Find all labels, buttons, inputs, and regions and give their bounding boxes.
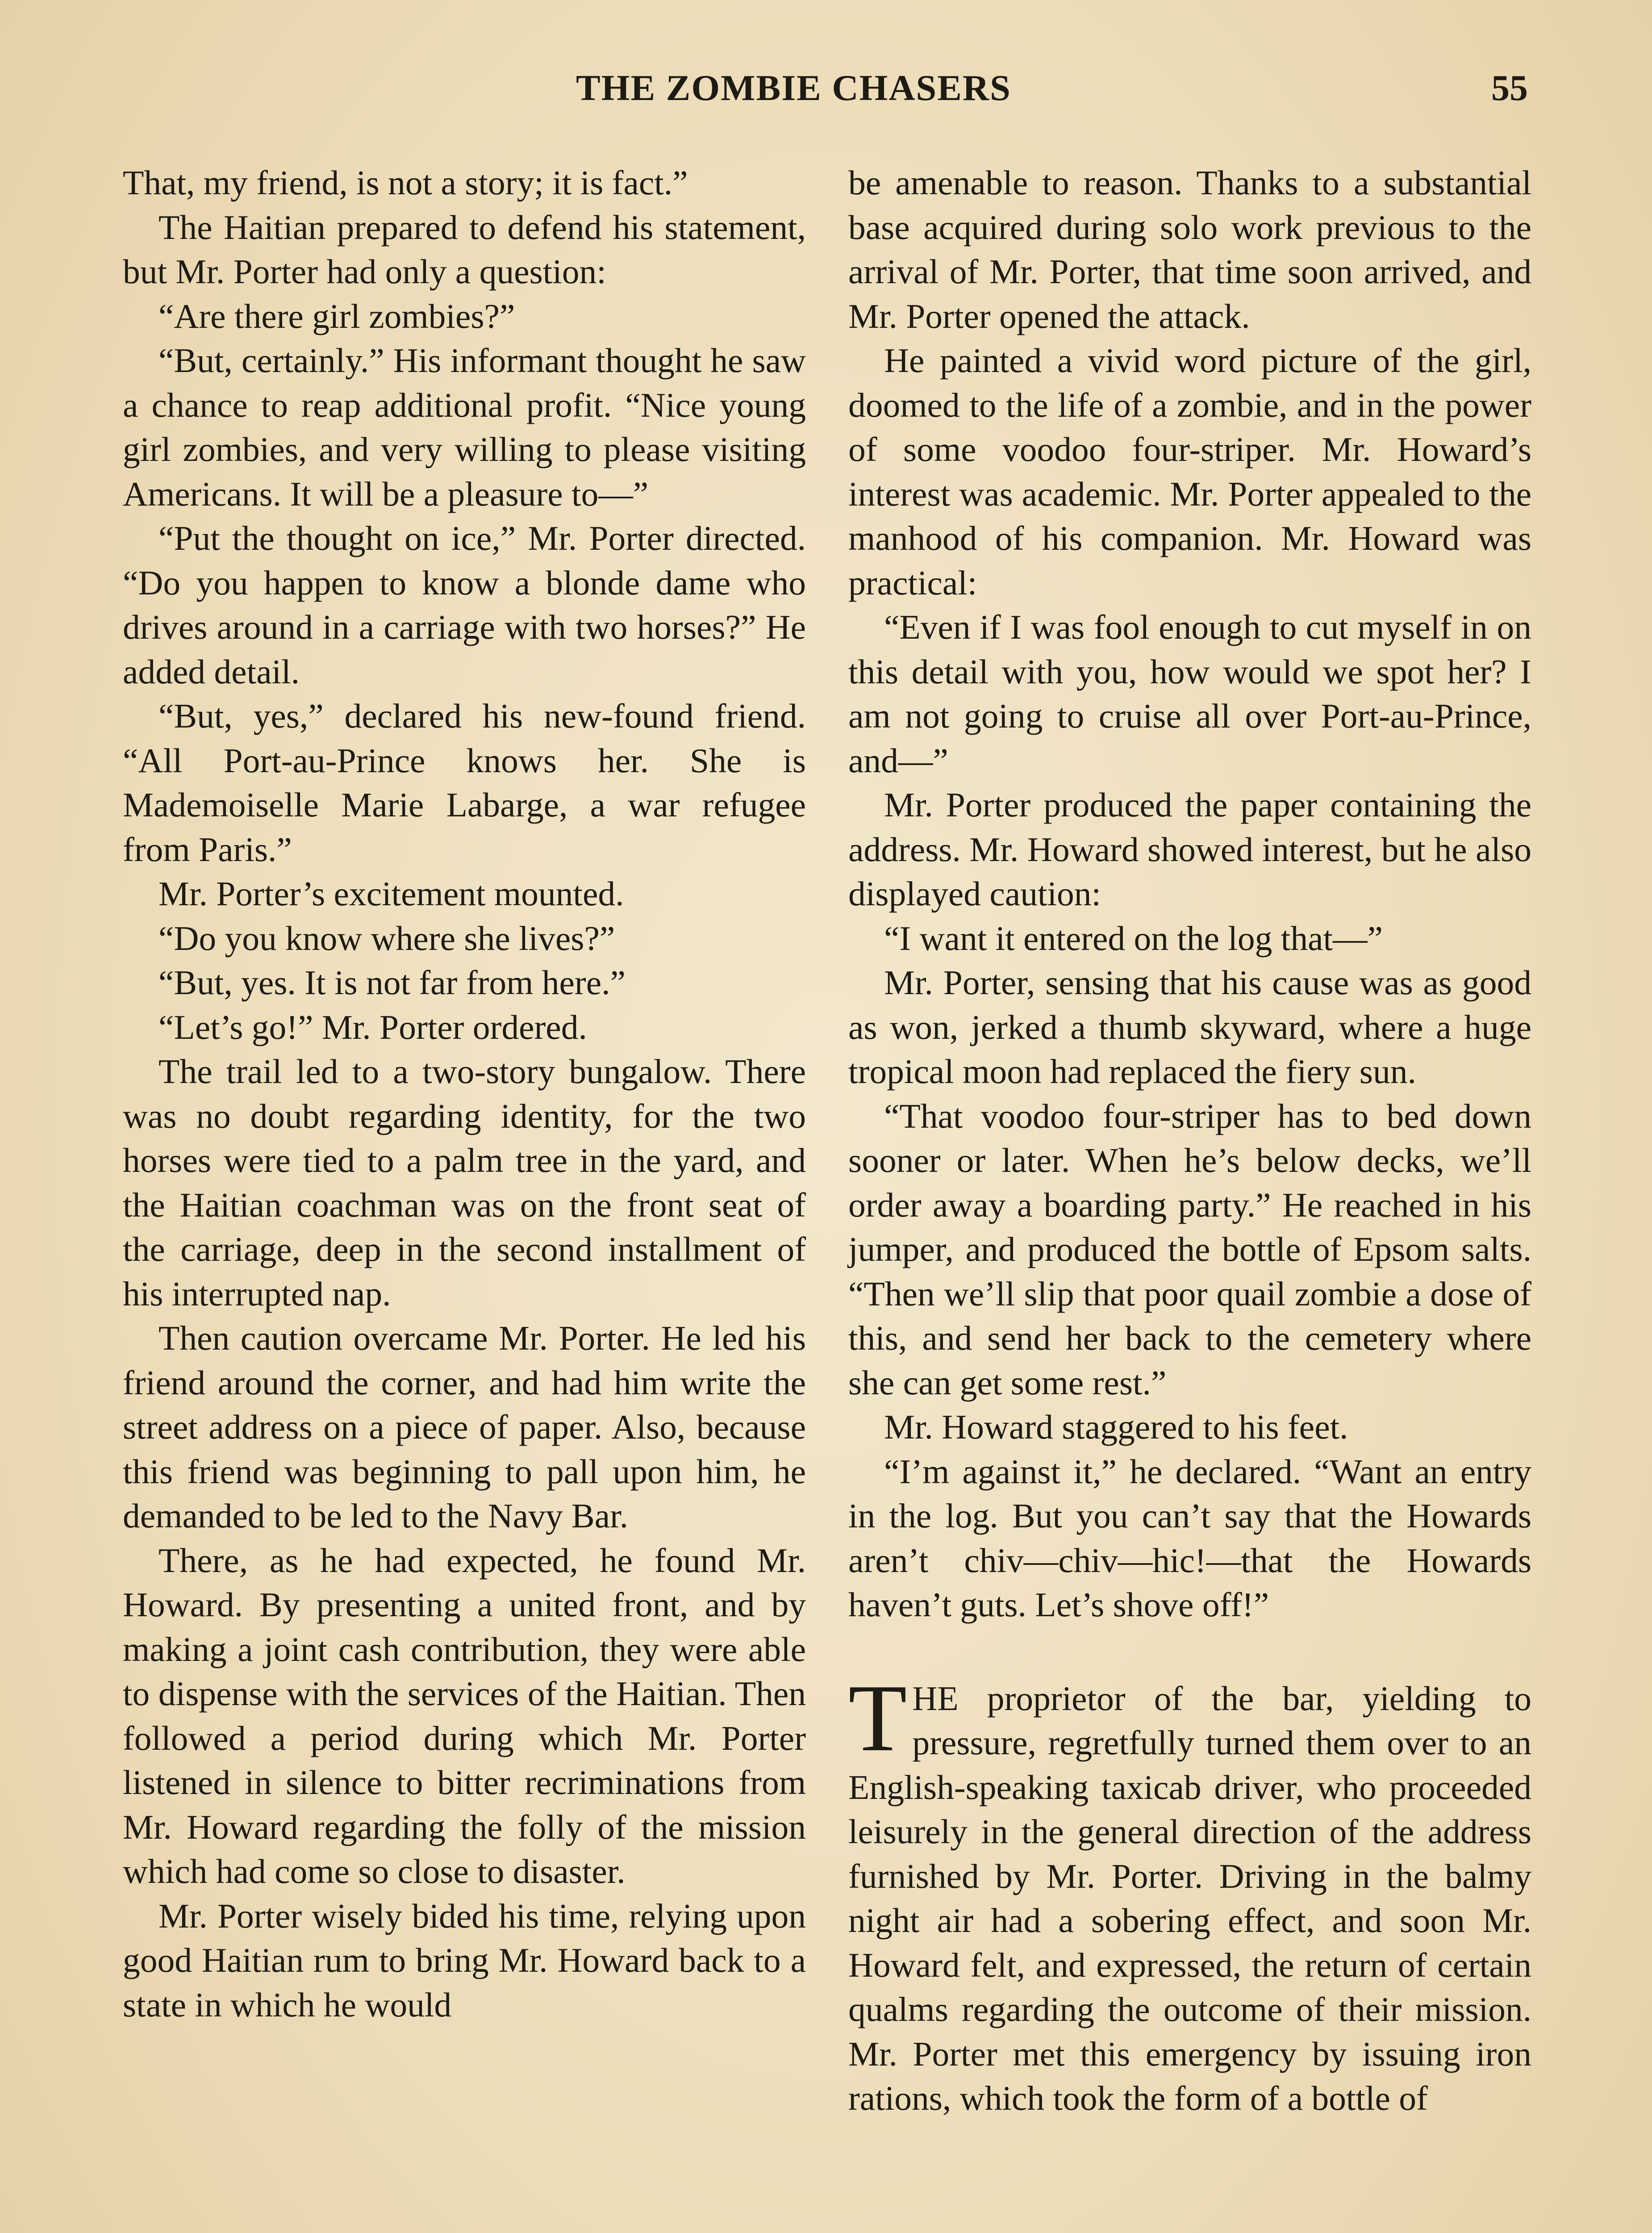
paragraph: “Put the thought on ice,” Mr. Porter directed. “Do you happen to know a blonde dame who drives around in a carriage with two horses?” He added detail. [123,519,806,691]
section-opening-text: HE proprietor of the bar, yielding to pressure, regretfully turned them over to an English-speaking taxicab driver, who proceeded leisurely in the general direction of the address furnished by Mr. Porter. Driving in the balmy night air had a sobering effect, and soon Mr. Howard felt, and expressed, the return of certain qualms regarding the outcome of their mission. Mr. Porter met this emergency by issuing iron rations, which took the form of a bottle of [848,1679,1531,2117]
paragraph: Mr. Porter’s excitement mounted. [159,874,624,913]
paragraph: “But, yes. It is not far from here.” [159,963,626,1002]
paragraph: The Haitian prepared to defend his statement, but Mr. Porter had only a question: [123,208,806,291]
paragraph: Mr. Porter wisely bided his time, relying upon good Haitian rum to bring Mr. Howard back to a state in which he would [123,1896,806,2024]
paragraph: “That voodoo four-striper has to bed down sooner or later. When he’s below decks, we’ll order away a boarding party.” He reached in his jumper, and produced the bottle of Epsom salts. “Then we’ll slip that poor quail zombie a dose of this, and send her back to the cemetery where she can get some rest.” [848,1096,1531,1402]
paragraph: Then caution overcame Mr. Porter. He led his friend around the corner, and had him write the street address on a piece of paper. Also, because this friend was beginning to pall upon him, he demanded to be led to the Navy Bar. [123,1319,806,1535]
paragraph: Mr. Porter produced the paper containing the address. Mr. Howard showed interest, but he also displayed caution: [848,786,1531,913]
paragraph: “But, yes,” declared his new-found friend. “All Port-au-Prince knows her. She is Mademoiselle Marie Labarge, a war refugee from Paris.” [123,697,806,869]
paragraph: “Let’s go!” Mr. Porter ordered. [159,1008,587,1046]
paragraph: “Are there girl zombies?” [159,297,515,335]
paragraph: The trail led to a two-story bungalow. There was no doubt regarding identity, for the two horses were tied to a palm tree in the yard, and the Haitian coachman was on the front seat of the carriage, deep in the second installment of his interrupted nap. [123,1052,806,1313]
drop-cap: T [848,1664,907,1771]
running-header [0,67,1652,121]
paragraph: There, as he had expected, he found Mr. Howard. By presenting a united front, and by making a joint cash contribution, they were able to dispense with the services of the Haitian. Then followed a period during which Mr. Porter listened in silence to bitter recriminations from Mr. Howard regarding the folly of the mission which had come so close to disaster. [123,1541,806,1890]
paragraph: Mr. Porter, sensing that his cause was as good as won, jerked a thumb skyward, where a huge tropical moon had replaced the fiery sun. [848,963,1531,1091]
running-title: THE ZOMBIE CHASERS [576,67,1011,108]
left-column [123,161,806,2027]
page-number: 55 [1491,67,1528,108]
section-opening-paragraph [848,1664,1531,2121]
paragraph: “I’m against it,” he declared. “Want an entry in the log. But you can’t say that the Howards aren’t chiv—chiv—hic!—that the Howards haven’t guts. Let’s shove off!” [848,1452,1531,1624]
paragraph: “Even if I was fool enough to cut myself in on this detail with you, how would we spot her? I am not going to cruise all over Port-au-Prince, and—” [848,608,1531,780]
paragraph: That, my friend, is not a story; it is fact.” [123,163,688,202]
paragraph: He painted a vivid word picture of the girl, doomed to the life of a zombie, and in the power of some voodoo four-striper. Mr. Howard’s interest was academic. Mr. Porter appealed to the manhood of his companion. Mr. Howard was practical: [848,341,1531,602]
paragraph: Mr. Howard staggered to his feet. [884,1408,1348,1446]
right-column [848,161,1531,2121]
paragraph: be amenable to reason. Thanks to a substantial base acquired during solo work previous to the arrival of Mr. Porter, that time soon arrived, and Mr. Porter opened the attack. [848,163,1531,335]
paragraph: “I want it entered on the log that—” [884,919,1383,958]
paragraph: “But, certainly.” His informant thought he saw a chance to reap additional profit. “Nice young girl zombies, and very willing to please visiting Americans. It will be a pleasure to—” [123,341,806,513]
paragraph: “Do you know where she lives?” [159,919,615,958]
